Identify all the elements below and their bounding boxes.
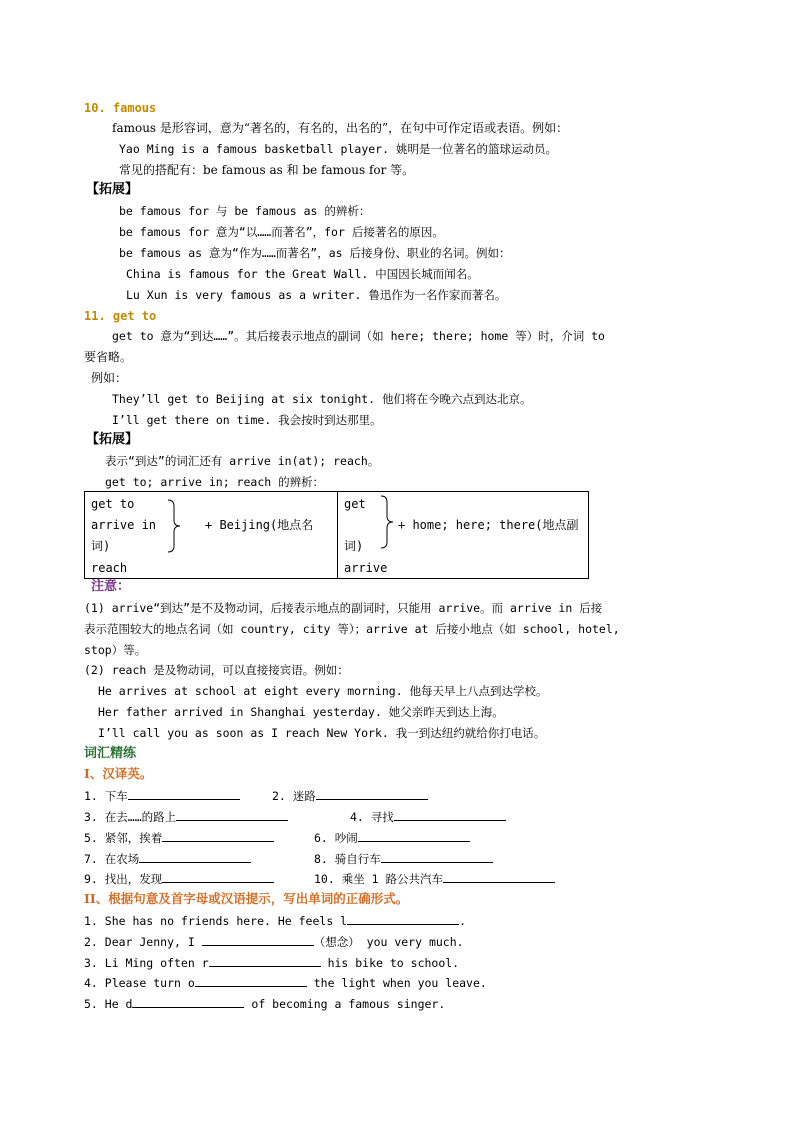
answer-blank[interactable] bbox=[195, 974, 307, 987]
exercise-item: 5. 紧邻，挨着 bbox=[84, 829, 274, 846]
practice-heading: 词汇精练 bbox=[84, 746, 137, 761]
exercise-item: 4. 寻找 bbox=[350, 808, 506, 825]
table-cell-left bbox=[85, 492, 338, 579]
comparison-table bbox=[84, 491, 589, 579]
extension-line: be famous for 与 be famous as 的辨析： bbox=[119, 204, 371, 218]
note-line: 表示范围较大的地点名词（如 country, city 等）；arrive at 后接小地点（如 school, hotel, bbox=[84, 622, 620, 636]
extension-line: be famous as 意为“作为……而著名”，as 后接身份、职业的名词。例如： bbox=[119, 246, 511, 260]
example-sentence: I’ll get there on time. 我会按时到达那里。 bbox=[112, 413, 382, 427]
section-10-title: 10. famous bbox=[84, 101, 157, 115]
exercise-item: 7. 在农场 bbox=[84, 850, 251, 867]
paragraph: 例如： bbox=[91, 371, 128, 385]
answer-blank[interactable] bbox=[202, 933, 314, 946]
example-sentence: They’ll get to Beijing at six tonight. 他们将在今晚六点到达北京。 bbox=[112, 392, 532, 406]
answer-blank[interactable] bbox=[394, 808, 506, 821]
example-sentence: Yao Ming is a famous basketball player. 姚明是一位著名的篮球运动员。 bbox=[119, 142, 557, 156]
exercise-item: 6. 吵闹 bbox=[314, 829, 470, 846]
paragraph: 常见的搭配有：be famous as 和 be famous for 等。 bbox=[119, 163, 415, 177]
answer-blank[interactable] bbox=[209, 954, 321, 967]
exercise-item: 10. 乘坐 1 路公共汽车 bbox=[314, 870, 555, 887]
note-line: stop）等。 bbox=[84, 643, 147, 657]
paragraph: famous 是形容词，意为“著名的，有名的，出名的”，在句中可作定语或表语。例如： bbox=[112, 121, 569, 135]
answer-blank[interactable] bbox=[176, 808, 288, 821]
example-sentence: Her father arrived in Shanghai yesterday. 她父亲昨天到达上海。 bbox=[98, 705, 504, 719]
cell-text: reach bbox=[91, 561, 128, 575]
paragraph: 要省略。 bbox=[84, 350, 133, 364]
cell-text: + Beijing(地点名 bbox=[205, 518, 314, 532]
exercise-item: 5. He d of becoming a famous singer. bbox=[84, 997, 446, 1011]
extension-line: be famous for 意为“以……而著名”，for 后接著名的原因。 bbox=[119, 225, 444, 239]
brace-icon bbox=[378, 494, 396, 550]
section-11-title: 11. get to bbox=[84, 309, 157, 323]
answer-blank[interactable] bbox=[381, 850, 493, 863]
example-sentence: Lu Xun is very famous as a writer. 鲁迅作为一名作家而著名。 bbox=[126, 288, 507, 302]
example-sentence: China is famous for the Great Wall. 中国因长城而闻名。 bbox=[126, 267, 479, 281]
exercise-item: 4. Please turn o the light when you leave. bbox=[84, 976, 487, 990]
cell-text: + home; here; there(地点副 bbox=[398, 518, 579, 532]
cell-text: 词) bbox=[91, 539, 111, 553]
exercise-item: 8. 骑自行车 bbox=[314, 850, 493, 867]
note-heading: 注意： bbox=[91, 579, 131, 594]
extension-line: 表示“到达”的词汇还有 arrive in(at); reach。 bbox=[105, 454, 380, 468]
cell-text: arrive in bbox=[91, 518, 157, 532]
answer-blank[interactable] bbox=[443, 870, 555, 883]
example-sentence: I’ll call you as soon as I reach New York. 我一到达纽约就给你打电话。 bbox=[98, 726, 546, 740]
exercise-item: 2. Dear Jenny, I （想念） you very much. bbox=[84, 935, 464, 949]
extension-line: get to; arrive in; reach 的辨析： bbox=[105, 475, 325, 489]
cell-text: get bbox=[344, 497, 366, 511]
exercise-item: 1. She has no friends here. He feels l . bbox=[84, 914, 467, 928]
answer-blank[interactable] bbox=[139, 850, 251, 863]
cell-text: arrive bbox=[344, 561, 388, 575]
exercise-item: 3. 在去……的路上 bbox=[84, 808, 288, 825]
answer-blank[interactable] bbox=[316, 787, 428, 800]
paragraph: get to 意为“到达……”。其后接表示地点的副词（如 here; there; home 等）时，介词 to bbox=[112, 329, 605, 343]
answer-blank[interactable] bbox=[162, 870, 274, 883]
answer-blank[interactable] bbox=[347, 912, 459, 925]
note-line: (2) reach 是及物动词，可以直接接宾语。例如： bbox=[84, 663, 349, 677]
answer-blank[interactable] bbox=[132, 995, 244, 1008]
exercise-item: 1. 下车 bbox=[84, 787, 240, 804]
answer-blank[interactable] bbox=[358, 829, 470, 842]
exercise-item: 2. 迷路 bbox=[272, 787, 428, 804]
part-1-heading: I、汉译英。 bbox=[84, 766, 153, 781]
extension-heading: 【拓展】 bbox=[86, 182, 139, 197]
example-sentence: He arrives at school at eight every morning. 他每天早上八点到达学校。 bbox=[98, 684, 548, 698]
cell-text: 词) bbox=[344, 539, 364, 553]
exercise-item: 3. Li Ming often r his bike to school. bbox=[84, 956, 460, 970]
extension-heading: 【拓展】 bbox=[86, 432, 139, 447]
part-2-heading: II、根据句意及首字母或汉语提示，写出单词的正确形式。 bbox=[84, 891, 409, 906]
answer-blank[interactable] bbox=[128, 787, 240, 800]
brace-icon bbox=[165, 498, 183, 554]
exercise-item: 9. 找出，发现 bbox=[84, 870, 274, 887]
note-line: (1) arrive“到达”是不及物动词，后接表示地点的副词时，只能用 arrive。而 arrive in 后接 bbox=[84, 601, 603, 615]
cell-text: get to bbox=[91, 497, 135, 511]
answer-blank[interactable] bbox=[162, 829, 274, 842]
table-cell-right bbox=[338, 492, 589, 579]
